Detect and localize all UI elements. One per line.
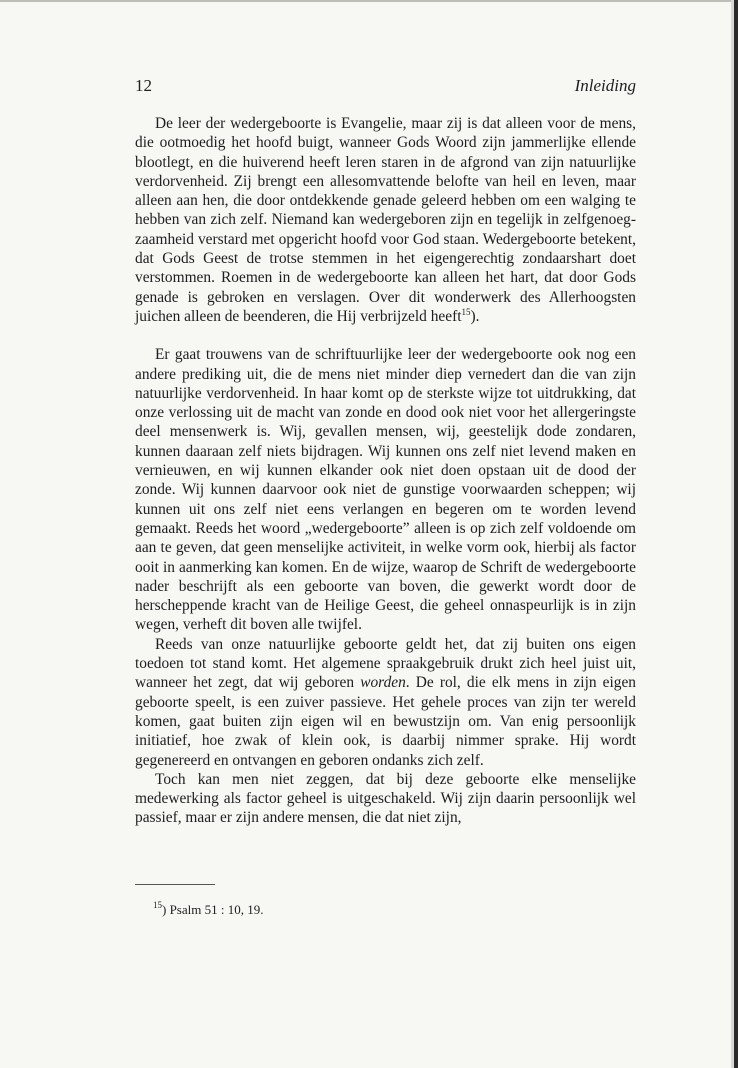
paragraph-4: Toch kan men niet zeggen, dat bij deze geboorte elke menselijke medewerking als factor geheel is uitgeschakeld. Wij zijn daarin persoonlijk wel passief, maar er zijn andere mensen, die dat niet zijn, (135, 770, 636, 827)
body-text (135, 114, 636, 828)
footnote-number: 15 (153, 900, 162, 910)
paragraph-1-tail: ). (470, 307, 480, 325)
top-edge-line (0, 0, 738, 2)
paragraph-2: Er gaat trouwens van de schriftuurlijke leer der wedergeboorte ook nog een andere prediking uit, die de mens niet minder diep vernedert dan die van zijn natuurlijke verdorvenheid. In haar komt op de sterkste wijze tot uitdrukking, dat onze verlossing uit de macht van zonde en dood ook niet voor het allergeringste deel mensenwerk is. Wij, gevallen mensen, wij, geestelijk dode zondaren, kunnen daaraan zelf niets bijdragen. Wij kunnen ons zelf niet levend maken en vernieuwen, en wij kunnen elkander ook niet doen opstaan uit de dood der zonde. Wij kunnen daarvoor ook niet de gunstige voorwaarden scheppen; wij kunnen uit ons zelf niet eens verlangen en begeren om te worden levend gemaakt. Reeds het woord „wedergeboorte” alleen is op zich zelf voldoende om aan te geven, dat geen menselijke activiteit, in welke vorm ook, hierbij als factor ooit in aanmerking kan komen. En de wijze, waarop de Schrift de wedergeboorte nader beschrijft als een geboorte van boven, die gewerkt wordt door de herscheppende kracht van de Heilige Geest, die geheel onnaspeurlijk is in zijn wegen, verheft dit boven alle twijfel. (135, 346, 636, 634)
footnote-reference: 15 (461, 306, 471, 317)
paragraph-3-emphasis: worden (360, 674, 406, 692)
paragraph-3-text-before: Reeds van onze natuurlijke geboorte geldt het, dat zij buiten ons eigen toedoen tot stand komt. Het algemene spraakgebruik drukt zich heel juist uit, wanneer het zegt, dat wij geboren (135, 635, 636, 692)
footnote (153, 902, 263, 918)
page-edge-right (734, 0, 738, 1068)
paragraph-3 (135, 635, 636, 770)
footnote-divider (135, 884, 215, 885)
footnote-text: ) Psalm 51 : 10, 19. (162, 902, 264, 917)
paragraph-1 (135, 114, 636, 326)
paragraph-3-text-after: . De rol, die elk mens in zijn eigen geboorte speelt, is een zuiver passieve. Het gehele proces van zijn ter wereld komen, gaat buiten zijn eigen wil en bewustzijn om. Van enig persoonlijk initiatief, hoe zwak of klein ook, is daarbij nimmer sprake. Hij wordt gegenereerd en ontvangen en geboren ondanks zich zelf. (135, 674, 636, 769)
paragraph-1-text: De leer der wedergeboorte is Evangelie, maar zij is dat alleen voor de mens, die ootmoedig het hoofd buigt, wanneer Gods Woord zijn jammerlijke ellende blootlegt, en die huiverend heeft leren staren in de afgrond van zijn natuurlijke verdorvenheid. Zij brengt een allesomvattende belofte van heil en leven, maar alleen aan hen, die door ontdekkende genade geleerd hebben om een walging te hebben van zich zelf. Niemand kan wedergeboren zijn en tegelijk in zelfgenoegzaamheid verstard met opgericht hoofd voor God staan. Wedergeboorte betekent, dat Gods Geest de trotse stemmen in het eigengerechtig zondaarshart doet verstommen. Roemen in de wedergeboorte kan alleen het hart, dat door Gods genade is gebroken en verslagen. Over dit wonderwerk des Allerhoogsten juichen alleen de beenderen, die Hij verbrijzeld heeft (135, 115, 636, 325)
running-head: Inleiding (574, 76, 636, 95)
page-number: 12 (135, 76, 152, 95)
